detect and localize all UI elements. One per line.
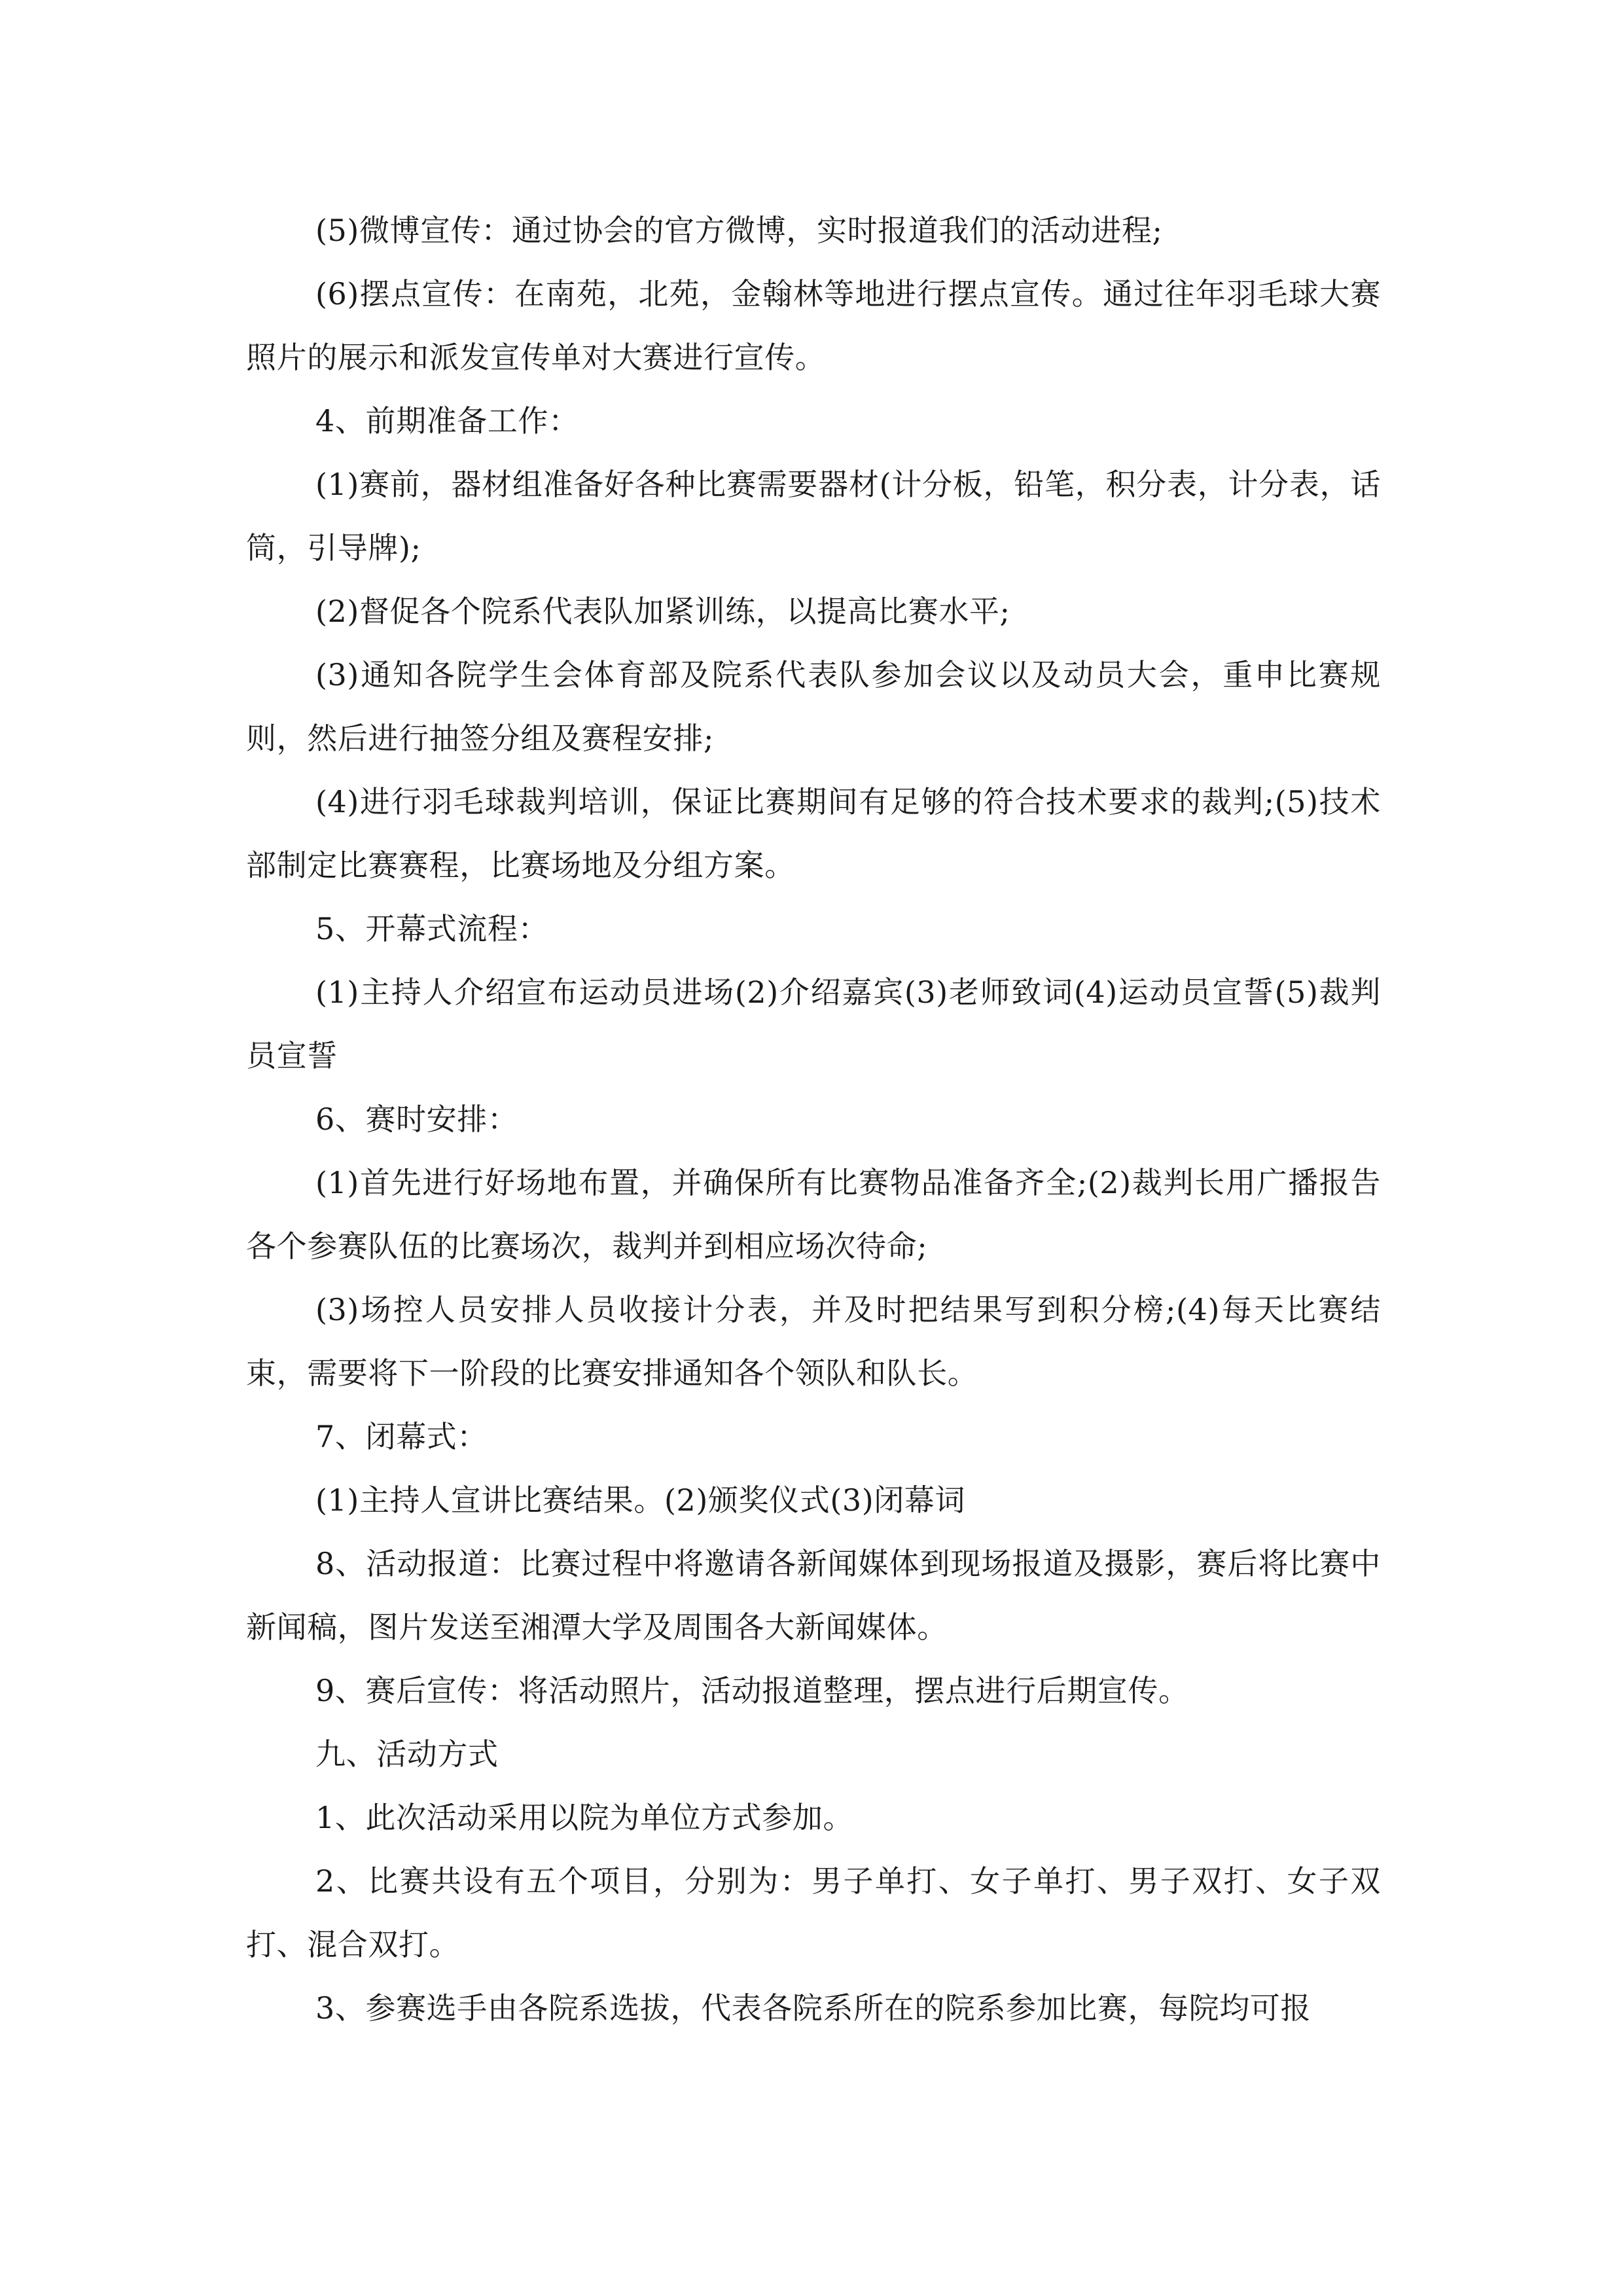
paragraph-format-3: 3、参赛选手由各院系选拔，代表各院系所在的院系参加比赛，每院均可报: [315, 1990, 1311, 2026]
heading-match-arrangement: 6、赛时安排：: [315, 1102, 518, 1137]
paragraph-referee-training: (4)进行羽毛球裁判培训，保证比赛期间有足够的符合技术要求的裁判;(5)技术部制定比赛赛程，比赛场地及分组方案。: [246, 784, 1381, 883]
paragraph-activity-report: 8、活动报道：比赛过程中将邀请各新闻媒体到现场报道及摄影，赛后将比赛中新闻稿，图片发送至湘潭大学及周围各大新闻媒体。: [246, 1546, 1381, 1645]
document-body: [246, 199, 1381, 2040]
heading-preparation-work: 4、前期准备工作：: [315, 403, 579, 439]
paragraph-format-1: 1、此次活动采用以院为单位方式参加。: [315, 1800, 854, 1835]
paragraph-weibo-publicity: (5)微博宣传：通过协会的官方微博，实时报道我们的活动进程;: [315, 213, 1163, 248]
paragraph-booth-publicity: (6)摆点宣传：在南苑，北苑，金翰林等地进行摆点宣传。通过往年羽毛球大赛照片的展示和派发宣传单对大赛进行宣传。: [246, 276, 1381, 375]
heading-activity-format: 九、活动方式: [315, 1736, 499, 1772]
paragraph-opening-process: (1)主持人介绍宣布运动员进场(2)介绍嘉宾(3)老师致词(4)运动员宣誓(5)裁判员宣誓: [246, 975, 1381, 1073]
paragraph-scorekeeping: (3)场控人员安排人员收接计分表，并及时把结果写到积分榜;(4)每天比赛结束，需要将下一阶段的比赛安排通知各个领队和队长。: [246, 1292, 1381, 1391]
heading-opening-ceremony: 5、开幕式流程：: [315, 911, 549, 946]
paragraph-training: (2)督促各个院系代表队加紧训练，以提高比赛水平;: [315, 594, 1010, 629]
heading-closing-ceremony: 7、闭幕式：: [315, 1419, 488, 1454]
paragraph-equipment: (1)赛前，器材组准备好各种比赛需要器材(计分板，铅笔，积分表，计分表，话筒，引导牌);: [246, 467, 1381, 565]
paragraph-post-publicity: 9、赛后宣传：将活动照片，活动报道整理，摆点进行后期宣传。: [315, 1673, 1189, 1708]
paragraph-venue-setup: (1)首先进行好场地布置，并确保所有比赛物品准备齐全;(2)裁判长用广播报告各个参赛队伍的比赛场次，裁判并到相应场次待命;: [246, 1165, 1381, 1264]
paragraph-closing-process: (1)主持人宣讲比赛结果。(2)颁奖仪式(3)闭幕词: [315, 1482, 966, 1518]
paragraph-meeting: (3)通知各院学生会体育部及院系代表队参加会议以及动员大会，重申比赛规则，然后进行抽签分组及赛程安排;: [246, 657, 1381, 756]
paragraph-format-2: 2、比赛共设有五个项目，分别为：男子单打、女子单打、男子双打、女子双打、混合双打。: [246, 1863, 1381, 1962]
